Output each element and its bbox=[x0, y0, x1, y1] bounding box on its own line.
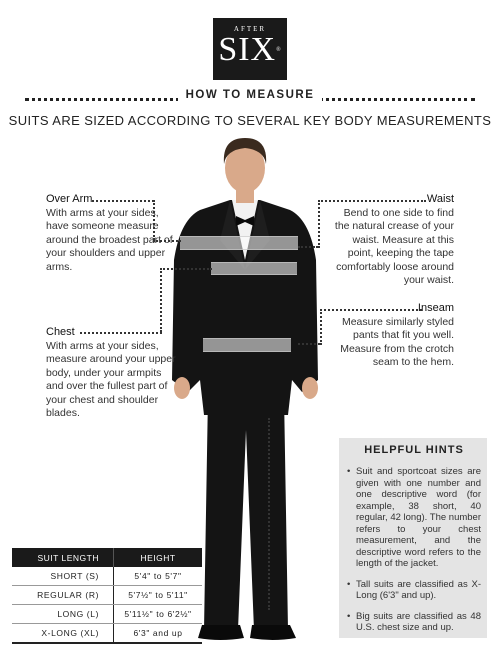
column-header-suit-length: SUIT LENGTH bbox=[12, 548, 114, 567]
height-cell: 6'3" and up bbox=[114, 624, 203, 644]
chest-connector-v bbox=[160, 268, 162, 332]
height-cell: 5'7½" to 5'11" bbox=[114, 586, 203, 605]
inseam-block bbox=[330, 302, 454, 370]
column-header-height: HEIGHT bbox=[114, 548, 203, 567]
waist-connector-h2 bbox=[298, 246, 318, 248]
inseam-text: Measure similarly styled pants that fit you well. Measure from the crotch seam to the hem. bbox=[340, 315, 454, 368]
suit-length-cell: X-LONG (XL) bbox=[12, 624, 114, 644]
over-arm-tape bbox=[180, 236, 298, 250]
over-arm-connector bbox=[92, 200, 154, 202]
waist-connector-v bbox=[318, 200, 320, 248]
suit-length-cell: LONG (L) bbox=[12, 605, 114, 624]
hint-item: • Tall suits are classified as X-Long (6'3" and up). bbox=[347, 579, 481, 602]
brand-logo-mark: ® bbox=[276, 47, 282, 53]
chest-connector-h2 bbox=[160, 268, 212, 270]
table-row bbox=[12, 605, 202, 624]
over-arm-block bbox=[46, 193, 176, 274]
inseam-connector-v bbox=[320, 309, 322, 345]
chest-connector bbox=[80, 332, 162, 334]
table-row bbox=[12, 567, 202, 586]
chest-text: With arms at your sides, measure around your upper body, under your armpits and over the fullest part of your chest and shoulder blades. bbox=[46, 339, 176, 419]
waist-connector bbox=[318, 200, 426, 202]
page-title: HOW TO MEASURE bbox=[178, 89, 323, 101]
table-header-row bbox=[12, 548, 202, 567]
over-arm-connector-h2 bbox=[153, 240, 181, 242]
inseam-connector bbox=[320, 309, 422, 311]
helpful-hints-box bbox=[339, 438, 487, 638]
helpful-hints-list bbox=[347, 466, 481, 634]
waist-label: Waist bbox=[426, 193, 454, 205]
page-subtitle: SUITS ARE SIZED ACCORDING TO SEVERAL KEY BODY MEASUREMENTS bbox=[8, 113, 492, 128]
over-arm-label: Over Arm bbox=[46, 193, 93, 205]
height-cell: 5'4" to 5'7" bbox=[114, 567, 203, 586]
brand-logo bbox=[213, 18, 287, 80]
waist-block bbox=[330, 193, 454, 288]
chest-tape bbox=[203, 338, 291, 352]
table-row bbox=[12, 586, 202, 605]
suit-size-table bbox=[12, 548, 202, 644]
brand-logo-top: AFTER bbox=[233, 25, 267, 33]
waist-text: Bend to one side to find the natural crease of your waist. Measure at this point, keeping the tape comfortably loose around your waist. bbox=[334, 206, 454, 286]
hint-item: • Big suits are classified as 48 U.S. chest size and up. bbox=[347, 611, 481, 634]
suit-length-cell: SHORT (S) bbox=[12, 567, 114, 586]
height-cell: 5'11½" to 6'2½" bbox=[114, 605, 203, 624]
helpful-hints-title: HELPFUL HINTS bbox=[364, 444, 464, 456]
inseam-connector-h bbox=[298, 343, 320, 345]
chest-block bbox=[46, 326, 176, 421]
suit-length-cell: REGULAR (R) bbox=[12, 586, 114, 605]
over-arm-connector-v bbox=[153, 200, 155, 240]
inseam-guide-line bbox=[268, 418, 270, 610]
waist-tape bbox=[211, 262, 297, 275]
hint-item: • Suit and sportcoat sizes are given with one number and one descriptive word (for example, 38 short, 40 regular, 42 long). The number refers to your chest measurement, and the descriptive word refers to the length of the jacket. bbox=[347, 466, 481, 570]
chest-label: Chest bbox=[46, 326, 75, 338]
over-arm-text: With arms at your sides, have someone measure around the broadest part of your shoulders and upper arms. bbox=[46, 206, 173, 273]
inseam-label: Inseam bbox=[417, 302, 454, 314]
table-row bbox=[12, 624, 202, 644]
brand-logo-main: SIX bbox=[218, 31, 277, 68]
